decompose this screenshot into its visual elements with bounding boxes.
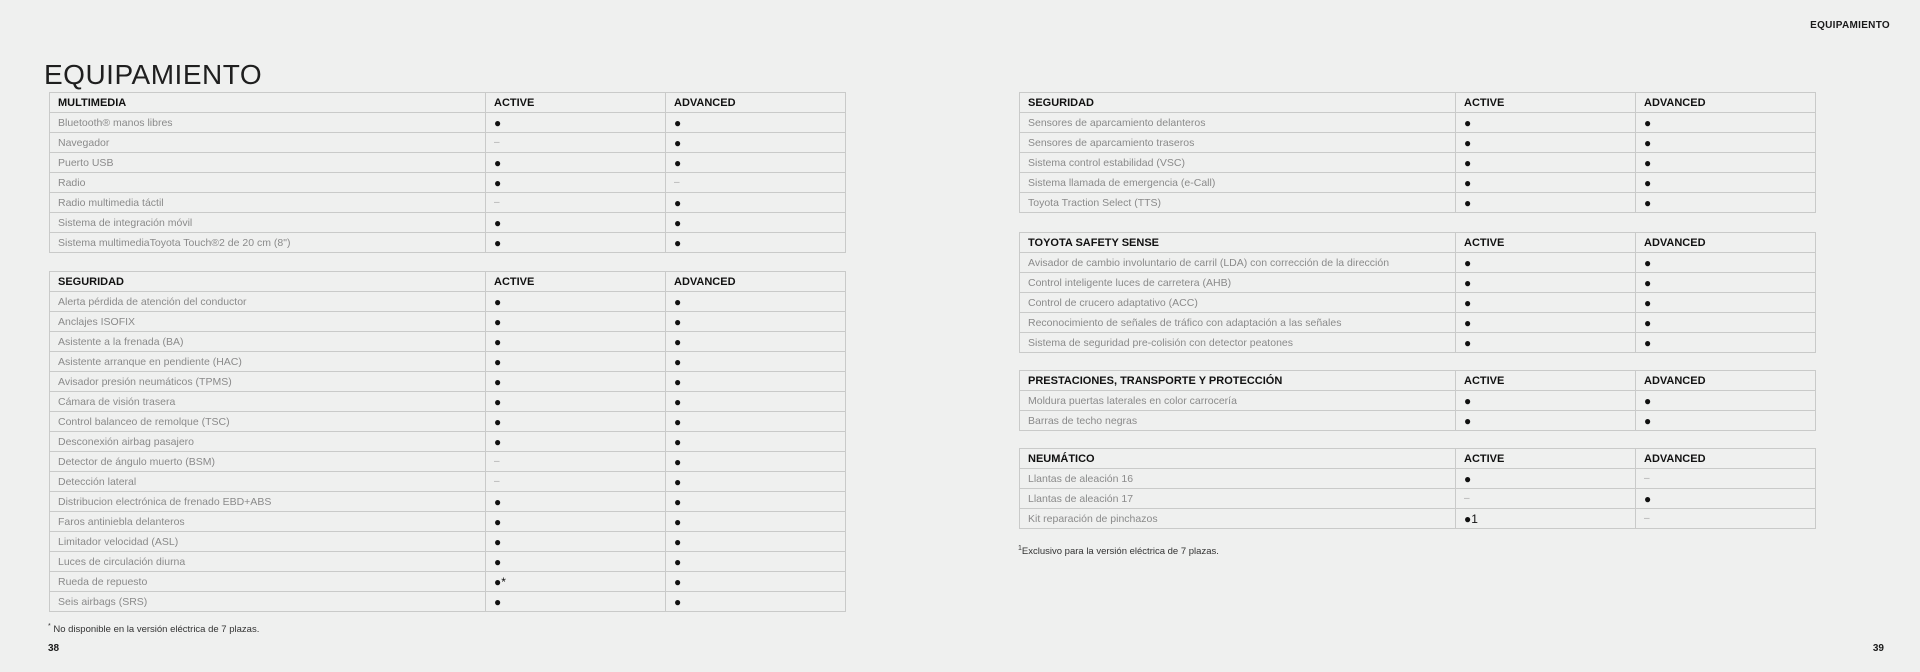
section-title: MULTIMEDIA [50, 93, 486, 113]
active-value: ● [1456, 391, 1636, 411]
column-advanced: ADVANCED [666, 272, 846, 292]
feature-cell: Sistema multimediaToyota Touch®2 de 20 cm (8") [50, 233, 486, 253]
advanced-value: ● [666, 193, 846, 213]
feature-cell: Sensores de aparcamiento traseros [1020, 133, 1456, 153]
active-value: ● [1456, 333, 1636, 353]
feature-cell: Moldura puertas laterales en color carrocería [1020, 391, 1456, 411]
section-title: TOYOTA SAFETY SENSE [1020, 233, 1456, 253]
active-value: – [486, 472, 666, 492]
active-value: ● [486, 213, 666, 233]
table-row [50, 572, 846, 592]
table-row [50, 532, 846, 552]
active-value: ● [1456, 293, 1636, 313]
advanced-value: ● [1636, 153, 1816, 173]
column-active: ACTIVE [1456, 371, 1636, 391]
column-advanced: ADVANCED [1636, 371, 1816, 391]
table-row [50, 292, 846, 312]
table-row [1020, 333, 1816, 353]
feature-cell: Radio [50, 173, 486, 193]
table-row [50, 392, 846, 412]
feature-cell: Asistente a la frenada (BA) [50, 332, 486, 352]
feature-cell: Llantas de aleación 17 [1020, 489, 1456, 509]
table-row [50, 472, 846, 492]
advanced-value: ● [666, 512, 846, 532]
table-row [1020, 153, 1816, 173]
active-value: ● [1456, 173, 1636, 193]
feature-cell: Seis airbags (SRS) [50, 592, 486, 612]
advanced-value: ● [666, 412, 846, 432]
feature-cell: Sistema de integración móvil [50, 213, 486, 233]
active-value: ● [486, 292, 666, 312]
active-value: ● [486, 592, 666, 612]
active-value: ● [486, 412, 666, 432]
table-row [50, 173, 846, 193]
table-row [1020, 293, 1816, 313]
table-row [1020, 509, 1816, 529]
advanced-value: ● [666, 392, 846, 412]
feature-cell: Anclajes ISOFIX [50, 312, 486, 332]
active-value: ● [1456, 193, 1636, 213]
table-row [50, 432, 846, 452]
table-row [50, 512, 846, 532]
footnote-mark: * [48, 623, 51, 630]
feature-cell: Sensores de aparcamiento delanteros [1020, 113, 1456, 133]
table-row [50, 372, 846, 392]
advanced-value: ● [1636, 411, 1816, 431]
advanced-value: ● [1636, 293, 1816, 313]
table-row [1020, 253, 1816, 273]
advanced-value: ● [1636, 193, 1816, 213]
active-value: ● [486, 153, 666, 173]
feature-cell: Detección lateral [50, 472, 486, 492]
table-header-row [1020, 371, 1816, 391]
active-value: – [486, 452, 666, 472]
active-value: ● [486, 492, 666, 512]
footnote-right [1018, 545, 1219, 557]
active-value: ● [486, 532, 666, 552]
active-value: ● [486, 392, 666, 412]
column-advanced: ADVANCED [1636, 93, 1816, 113]
feature-cell: Sistema control estabilidad (VSC) [1020, 153, 1456, 173]
advanced-value: ● [666, 472, 846, 492]
column-advanced: ADVANCED [1636, 233, 1816, 253]
active-value: ● [486, 233, 666, 253]
feature-cell: Distribucion electrónica de frenado EBD+ABS [50, 492, 486, 512]
table-row [1020, 273, 1816, 293]
active-value: ● [1456, 133, 1636, 153]
feature-cell: Avisador presión neumáticos (TPMS) [50, 372, 486, 392]
feature-cell: Rueda de repuesto [50, 572, 486, 592]
feature-cell: Asistente arranque en pendiente (HAC) [50, 352, 486, 372]
active-value: – [1456, 489, 1636, 509]
section-title: PRESTACIONES, TRANSPORTE Y PROTECCIÓN [1020, 371, 1456, 391]
advanced-value: ● [1636, 313, 1816, 333]
column-advanced: ADVANCED [1636, 449, 1816, 469]
advanced-value: – [1636, 469, 1816, 489]
table-row [50, 213, 846, 233]
section-title: SEGURIDAD [1020, 93, 1456, 113]
active-value: ●1 [1456, 509, 1636, 529]
advanced-value: ● [666, 233, 846, 253]
table-row [50, 153, 846, 173]
column-advanced: ADVANCED [666, 93, 846, 113]
advanced-value: ● [666, 432, 846, 452]
advanced-value: ● [666, 352, 846, 372]
running-header: EQUIPAMIENTO [1810, 20, 1890, 31]
table-row [1020, 411, 1816, 431]
section-title: NEUMÁTICO [1020, 449, 1456, 469]
feature-cell: Toyota Traction Select (TTS) [1020, 193, 1456, 213]
table-row [50, 352, 846, 372]
feature-cell: Avisador de cambio involuntario de carril (LDA) con corrección de la dirección [1020, 253, 1456, 273]
table-row [50, 133, 846, 153]
feature-cell: Faros antiniebla delanteros [50, 512, 486, 532]
section-title: SEGURIDAD [50, 272, 486, 292]
table-row [50, 312, 846, 332]
advanced-value: ● [666, 452, 846, 472]
footnote-text: No disponible en la versión eléctrica de 7 plazas. [53, 624, 260, 636]
feature-cell: Control inteligente luces de carretera (AHB) [1020, 273, 1456, 293]
advanced-value: – [1636, 509, 1816, 529]
advanced-value: ● [666, 532, 846, 552]
advanced-value: ● [666, 572, 846, 592]
table-header-row [1020, 233, 1816, 253]
column-active: ACTIVE [1456, 93, 1636, 113]
active-value: ● [486, 352, 666, 372]
feature-cell: Puerto USB [50, 153, 486, 173]
feature-cell: Limitador velocidad (ASL) [50, 532, 486, 552]
feature-cell: Control balanceo de remolque (TSC) [50, 412, 486, 432]
feature-cell: Detector de ángulo muerto (BSM) [50, 452, 486, 472]
table-row [1020, 133, 1816, 153]
feature-cell: Cámara de visión trasera [50, 392, 486, 412]
advanced-value: ● [1636, 273, 1816, 293]
table-row [50, 552, 846, 572]
feature-cell: Reconocimiento de señales de tráfico con adaptación a las señales [1020, 313, 1456, 333]
table-header-row [1020, 449, 1816, 469]
column-active: ACTIVE [1456, 233, 1636, 253]
active-value: ● [486, 113, 666, 133]
column-active: ACTIVE [1456, 449, 1636, 469]
seguridad-table-right [1019, 92, 1816, 213]
feature-cell: Alerta pérdida de atención del conductor [50, 292, 486, 312]
active-value: ●* [486, 572, 666, 592]
feature-cell: Barras de techo negras [1020, 411, 1456, 431]
advanced-value: ● [1636, 489, 1816, 509]
advanced-value: ● [1636, 333, 1816, 353]
advanced-value: ● [1636, 133, 1816, 153]
active-value: ● [486, 552, 666, 572]
advanced-value: ● [666, 552, 846, 572]
table-row [50, 193, 846, 213]
active-value: ● [1456, 469, 1636, 489]
table-row [1020, 469, 1816, 489]
table-row [1020, 489, 1816, 509]
active-value: ● [486, 312, 666, 332]
table-row [1020, 113, 1816, 133]
advanced-value: ● [666, 492, 846, 512]
advanced-value: ● [666, 592, 846, 612]
active-value: ● [1456, 153, 1636, 173]
column-active: ACTIVE [486, 93, 666, 113]
feature-cell: Luces de circulación diurna [50, 552, 486, 572]
advanced-value: ● [666, 213, 846, 233]
footnote-left [48, 623, 259, 635]
table-row [50, 113, 846, 133]
page-number-left: 38 [48, 643, 60, 654]
advanced-value: ● [666, 133, 846, 153]
table-row [1020, 391, 1816, 411]
feature-cell: Sistema de seguridad pre-colisión con detector peatones [1020, 333, 1456, 353]
advanced-value: ● [666, 113, 846, 133]
advanced-value: ● [666, 292, 846, 312]
table-row [1020, 193, 1816, 213]
advanced-value: – [666, 173, 846, 193]
neumatico-table [1019, 448, 1816, 529]
advanced-value: ● [1636, 113, 1816, 133]
seguridad-table-left [49, 271, 846, 612]
active-value: ● [486, 432, 666, 452]
active-value: ● [1456, 273, 1636, 293]
page-title: EQUIPAMIENTO [44, 58, 263, 90]
table-row [1020, 173, 1816, 193]
table-row [50, 412, 846, 432]
active-value: ● [486, 332, 666, 352]
advanced-value: ● [666, 312, 846, 332]
active-value: ● [1456, 411, 1636, 431]
table-header-row [50, 93, 846, 113]
feature-cell: Desconexión airbag pasajero [50, 432, 486, 452]
column-active: ACTIVE [486, 272, 666, 292]
feature-cell: Radio multimedia táctil [50, 193, 486, 213]
feature-cell: Control de crucero adaptativo (ACC) [1020, 293, 1456, 313]
toyota-safety-sense-table [1019, 232, 1816, 353]
feature-cell: Kit reparación de pinchazos [1020, 509, 1456, 529]
table-row [50, 452, 846, 472]
table-row [50, 492, 846, 512]
advanced-value: ● [1636, 253, 1816, 273]
active-value: ● [486, 372, 666, 392]
advanced-value: ● [666, 153, 846, 173]
table-row [50, 233, 846, 253]
table-row [1020, 313, 1816, 333]
active-value: – [486, 193, 666, 213]
active-value: ● [1456, 313, 1636, 333]
advanced-value: ● [666, 332, 846, 352]
active-value: ● [1456, 113, 1636, 133]
active-value: – [486, 133, 666, 153]
table-row [50, 592, 846, 612]
multimedia-table [49, 92, 846, 253]
feature-cell: Bluetooth® manos libres [50, 113, 486, 133]
advanced-value: ● [666, 372, 846, 392]
feature-cell: Llantas de aleación 16 [1020, 469, 1456, 489]
active-value: ● [486, 173, 666, 193]
page-number-right: 39 [1872, 643, 1884, 654]
footnote-mark: 1 [1018, 545, 1022, 552]
advanced-value: ● [1636, 391, 1816, 411]
active-value: ● [486, 512, 666, 532]
active-value: ● [1456, 253, 1636, 273]
table-header-row [1020, 93, 1816, 113]
feature-cell: Sistema llamada de emergencia (e-Call) [1020, 173, 1456, 193]
advanced-value: ● [1636, 173, 1816, 193]
footnote-text: Exclusivo para la versión eléctrica de 7 plazas. [1021, 546, 1219, 558]
table-row [50, 332, 846, 352]
prestaciones-table [1019, 370, 1816, 431]
table-header-row [50, 272, 846, 292]
feature-cell: Navegador [50, 133, 486, 153]
